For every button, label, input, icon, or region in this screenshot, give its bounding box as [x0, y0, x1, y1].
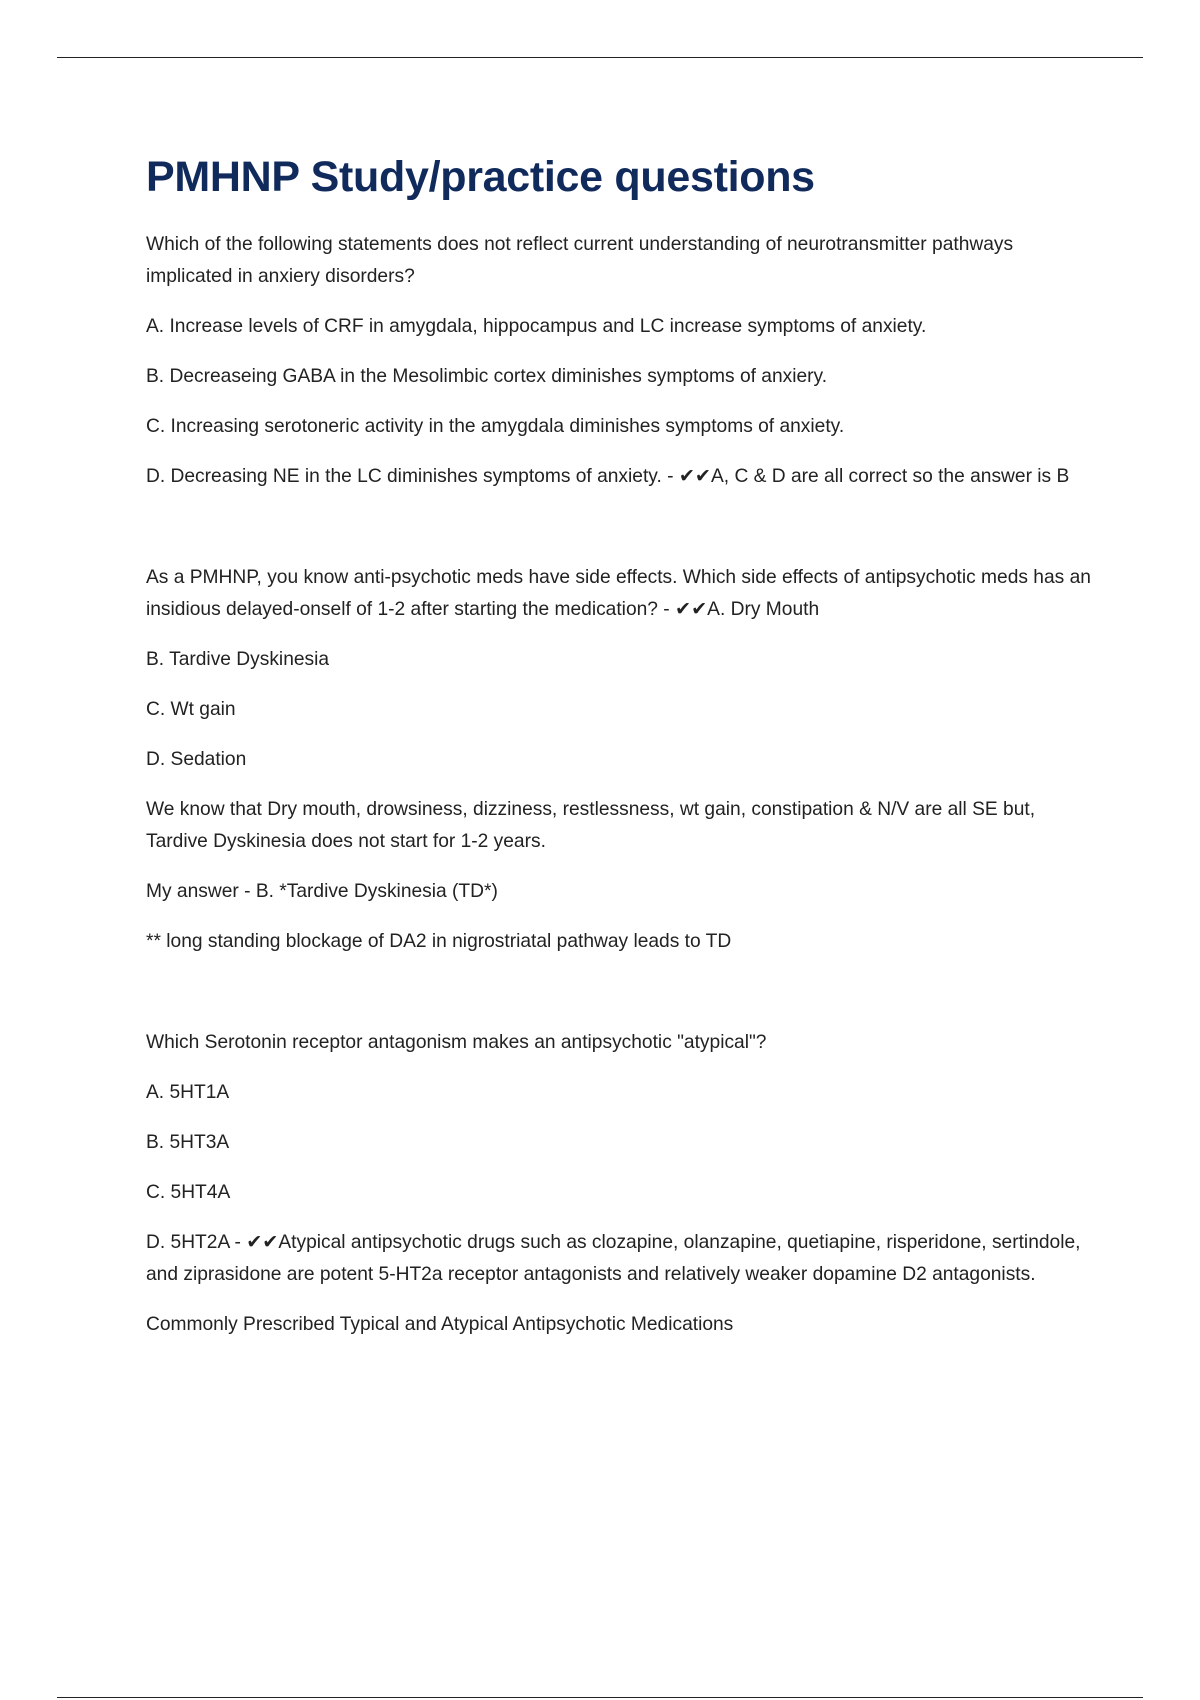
question-2-note: ** long standing blockage of DA2 in nigrostriatal pathway leads to TD	[146, 931, 732, 952]
question-1-option-b: B. Decreaseing GABA in the Mesolimbic cortex diminishes symptoms of anxiery.	[146, 366, 828, 387]
section-spacer	[146, 511, 1096, 562]
question-3-option-a: A. 5HT1A	[146, 1082, 230, 1103]
question-3-stem: Which Serotonin receptor antagonism makes an antipsychotic "atypical"?	[146, 1032, 767, 1053]
question-section-2	[146, 562, 1096, 958]
question-2-option-c: C. Wt gain	[146, 699, 236, 720]
question-2-stem: As a PMHNP, you know anti-psychotic meds have side effects. Which side effects of antipsychotic meds has an insidious delayed-onself of 1-2 after starting the medication? - ✔✔A. Dry Mouth	[146, 567, 1091, 620]
question-2-explanation: We know that Dry mouth, drowsiness, dizziness, restlessness, wt gain, constipation & N/V are all SE but, Tardive Dyskinesia does not start for 1-2 years.	[146, 799, 1036, 852]
question-1-stem: Which of the following statements does not reflect current understanding of neurotransmitter pathways implicated in anxiery disorders?	[146, 234, 1014, 287]
document-page	[146, 150, 1096, 1359]
question-3-option-b: B. 5HT3A	[146, 1132, 230, 1153]
header-rule	[57, 57, 1143, 58]
question-section-1	[146, 229, 1096, 493]
question-1-option-c: C. Increasing serotoneric activity in the amygdala diminishes symptoms of anxiety.	[146, 416, 845, 437]
section-spacer	[146, 976, 1096, 1027]
table-caption: Commonly Prescribed Typical and Atypical Antipsychotic Medications	[146, 1314, 734, 1335]
footer-rule	[57, 1697, 1143, 1698]
question-1-option-a: A. Increase levels of CRF in amygdala, hippocampus and LC increase symptoms of anxiety.	[146, 316, 927, 337]
question-section-3	[146, 1027, 1096, 1341]
question-3-option-c: C. 5HT4A	[146, 1182, 231, 1203]
question-3-option-d-answer: D. 5HT2A - ✔✔Atypical antipsychotic drugs such as clozapine, olanzapine, quetiapine, risperidone, sertindole, and ziprasidone are potent 5-HT2a receptor antagonists and relatively weaker dopamine D2 antagonists.	[146, 1232, 1081, 1285]
question-2-my-answer: My answer - B. *Tardive Dyskinesia (TD*)	[146, 881, 498, 902]
question-2-option-d: D. Sedation	[146, 749, 247, 770]
document-title: PMHNP Study/practice questions	[146, 153, 815, 201]
question-2-option-b: B. Tardive Dyskinesia	[146, 649, 330, 670]
question-1-option-d-answer: D. Decreasing NE in the LC diminishes symptoms of anxiety. - ✔✔A, C & D are all correct so the answer is B	[146, 466, 1070, 487]
